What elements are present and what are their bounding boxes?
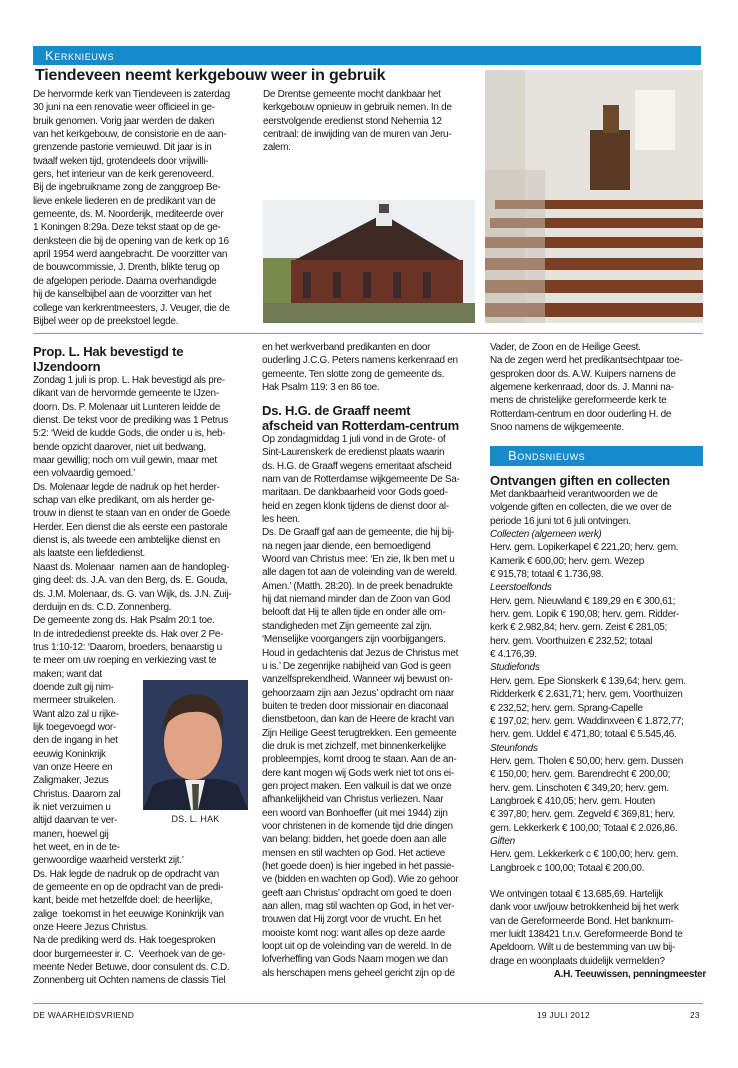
section-title: Kerknieuws — [45, 48, 115, 63]
publication-name: DE WAARHEIDSVRIEND — [33, 1010, 135, 1020]
article-title: Tiendeveen neemt kerkgebouw weer in gebruik — [35, 67, 386, 84]
footer-divider — [33, 1003, 703, 1004]
article-body: Zondag 1 juli is prop. L. Hak bevestigd als pre- dikant van de hervormde gemeente te IJzen- doorn. Ds. P. Molenaar uit Lunteren leidde de dienst. De tekst voor de prediking was 1 Petrus 5:2: ‘Weid de kudde Gods, die onder u is, heb- bende opzicht daarover, niet uit bedwang, maar gewillig; noch om vuil gewin, maar met een volvaardig gemoed.’ Ds. Molenaar legde de nadruk op het herder- schap van elke predikant, om als herder ge- trouw in dienst te staan van en onder de Goede Herder. Een dienst die als eerste een pastorale dienst is, als tweede een ambtelijke dienst en als laatste een liefdedienst. Naast ds. Molenaar namen aan de handopleg- ging deel: ds. J.A. van den Berg, ds. E. Gouda, ds. J.M. Molenaar, ds. G. van Wijk, ds. J.N. Zuij- derduijn en ds. C.D. Zonnenberg. De gemeente zong ds. Hak Psalm 20:1 toe. In de intrededienst preekte ds. Hak over 2 Pe- trus 1:10-12: ‘Daarom, broeders, benaarstig u te meer om uw roeping en verkiezing vast te maken; want dat doende zult gij nim- mermeer struikelen. Want alzo zal u rijke- lijk toegevoegd wor- den de ingang in het eeuwig Koninkrijk van onze Heere en Zaligmaker, Jezus Christus. Daarom zal ik niet verzuimen u altijd daarvan te ver- manen, hoewel gij het weet, en in de te- genwoordige waarheid versterkt zijt.’ Ds. Hak legde de nadruk op de opdracht van de gemeente en op de opdracht van de predi- kant, beide met hetzelfde doel: de heerlijke, zalige toekomst in het eeuwige Koninkrijk van onze Heere Jezus Christus. Na de prediking werd ds. Hak toegesproken door burgemeester ir. C. Veerhoek van de ge- meente Neder Betuwe, door consulent ds. C.D. Zonnenberg uit Ochten namens de classis Tiel — [33, 375, 232, 987]
article-body: en het werkverband predikanten en door ouderling J.C.G. Peters namens kerkenraad en gemeente. Ten slotte zong de gemeente ds. Hak Psalm 119: 3 en 86 toe. — [262, 342, 458, 394]
article-title: Ontvangen giften en collecten — [490, 473, 670, 488]
article-title: Prop. L. Hak bevestigd te IJzendoorn — [33, 344, 184, 374]
fund-name: Steunfonds — [490, 742, 538, 754]
closing-text: We ontvingen totaal € 13.685,69. Hartelijk dank voor uw/jouw betrokkenheid bij het werk van de Gereformeerde Bond. Het banknum- mer luidt 138421 t.n.v. Gereformeerde Bond te Apeldoorn. Wilt u de bestemming van uw bij- drage en woonplaats duidelijk vermelden? — [490, 888, 683, 967]
fund-name: Studiefonds — [490, 662, 540, 674]
section-header-bondsnieuws — [490, 446, 703, 466]
fund-name: Collecten (algemeen werk) — [490, 529, 602, 541]
article-title: Ds. H.G. de Graaff neemt afscheid van Rotterdam-centrum — [262, 403, 459, 433]
issue-date: 19 JULI 2012 — [537, 1010, 590, 1020]
article-body: De Drentse gemeente mocht dankbaar het kerkgebouw opnieuw in gebruik nemen. In de eerstvolgende eredienst stond Nehemia 12 centraal: de inwijding van de muren van Jeru- zalem. — [263, 89, 452, 154]
fund-name: Leerstoelfonds — [490, 582, 552, 594]
page-number: 23 — [690, 1010, 700, 1020]
church-exterior-photo — [263, 200, 475, 323]
section-divider — [33, 333, 703, 334]
fund-name: Giften — [490, 835, 515, 847]
signature: A.H. Teeuwissen, penningmeester — [553, 969, 706, 981]
church-interior-photo — [485, 70, 703, 323]
fund-amounts: Herv. gem. Nieuwland € 189,29 en € 300,61; herv. gem. Lopik € 190,08; herv. gem. Ridder- kerk € 2.982,84; herv. gem. Zeist € 281,05; herv. gem. Voorthuizen € 232,52; totaal € 4.176,39. — [490, 595, 680, 661]
article-intro: Met dankbaarheid verantwoorden we de volgende giften en collecten, die we over de periode 16 juni tot 6 juli ontvingen. — [490, 489, 672, 527]
fund-amounts: Herv. gem. Tholen € 50,00; herv. gem. Dussen € 150,00; herv. gem. Barendrecht € 200,00; herv. gem. Linschoten € 349,20; herv. gem. Langbroek € 410,05; herv. gem. Houten € 397,80; herv. gem. Zegveld € 369,81; herv. gem. Lekkerkerk € 100,00; Totaal € 2.026,86. — [490, 755, 684, 834]
portrait-photo — [143, 680, 248, 810]
section-header-kerknieuws — [33, 46, 701, 65]
article-body: Op zondagmiddag 1 juli vond in de Grote- of Sint-Laurenskerk de eredienst plaats waarin ds. H.G. de Graaff wegens emeritaat afscheid nam van de Rotterdamse wijkgemeente De Sa- maritaan. De dankbaarheid voor Gods goed- heid en zegen klonk tijdens de dienst door al- les heen. Ds. De Graaff gaf aan de gemeente, die hij bij- na negen jaar diende, een bemoedigend Woord van Christus mee: ‘En zie, Ik ben met u alle dagen tot aan de voleinding van de wereld. Amen.’ (Matth. 28:20). In de preek benadrukte hij dat niemand minder dan de Zoon van God belooft dat Hij te allen tijde en onder alle om- standigheden met Zijn gemeente zal zijn. ‘Menselijke voorgangers zijn voorbijgangers. Houd in gedachtenis dat Jezus de Christus met u is.’ De zegenrijke nabijheid van God is geen vanzelfsprekendheid. Wanneer wij bewust on- gehoorzaam zijn aan Jezus’ opdracht om naar buiten te treden door missionair en diaconaal dienstbetoon, dan kan de Heere de kracht van Zijn Heilige Geest terugtrekken. Een gemeente die druk is met zichzelf, met binnenkerkelijke probleempjes, komt droog te staan. Aan de an- dere kant mogen wij Gods werk niet tot ons ei- gen project maken. Een valkuil is dat we onze afhankelijkheid van Christus verliezen. Naar een woord van Bonhoeffer (uit mei 1944) zijn voor christenen in de komende tijd drie dingen van belang: bidden, het goede doen aan alle mensen en stil wachten op God. Het actieve (het goede doen) is hier ingebed in het passie- ve (bidden en wachten op God). Wie zo gehoor geeft aan Christus’ opdracht om goed te doen aan allen, mag stil wachten op God, in het ver- trouwen dat Hij zorgt voor de vrucht. En het mooiste komt nog: want alles op deze aarde loopt uit op de voleinding van de wereld. In de lofverheffing van Gods Naam mogen we dan als herschapen mens geheel gericht zijn op de — [262, 434, 460, 979]
section-title: Bondsnieuws — [508, 448, 586, 463]
photo-caption: DS. L. HAK — [171, 814, 220, 824]
fund-amounts: Herv. gem. Lopikerkapel € 221,20; herv. gem. Kamerik € 600,00; herv. gem. Wezep € 915,78; totaal € 1.736,98. — [490, 542, 679, 581]
fund-amounts: Herv. gem. Epe Sionskerk € 139,64; herv. gem. Ridderkerk € 2.631,71; herv. gem. Voorthuizen € 232,52; herv. gem. Sprang-Capelle € 197,02; herv. gem. Waddinxveen € 1.872,77; herv. gem. Uddel € 471,80; totaal € 5.545,46. — [490, 675, 686, 741]
fund-amounts: Herv. gem. Lekkerkerk c € 100,00; herv. gem. Langbroek c 100,00; Totaal € 200,00. — [490, 849, 679, 874]
article-body: De hervormde kerk van Tiendeveen is zaterdag 30 juni na een renovatie weer officieel in ge- bruik genomen. Vorig jaar werden de daken van het kerkgebouw, de consistorie en de aan- grenzende pastorie vernieuwd. Dit jaar is in twaalf weken tijd, grotendeels door vrijwilli- gers, het interieur van de kerk gerenoveerd. Bij de ingebruikname zong de zanggroep Be- lieve enkele liederen en de predikant van de gemeente, ds. M. Noorderijk, mediteerde over 1 Koningen 8:29a. Deze tekst staat op de ge- denksteen die bij de opening van de kerk op 16 april 1954 werd aangebracht. De voorzitter van de bouwcommissie, J. Drenth, blikte terug op de afgelopen periode. Daarna overhandigde hij de kanselbijbel aan de voorzitter van het college van kerkrentmeesters, J. Veuger, die de Bijbel weer op de preekstoel legde. — [33, 89, 230, 327]
article-body: Vader, de Zoon en de Heilige Geest. Na de zegen werd het predikantsechtpaar toe- gesproken door ds. A.W. Kuipers namens de algemene kerkenraad, door ds. J. Manni na- mens de christelijke gereformeerde kerk te Rotterdam-centrum en door ouderling H. de Snoo namens de wijkgemeente. — [490, 342, 683, 434]
donations-list — [490, 488, 706, 981]
